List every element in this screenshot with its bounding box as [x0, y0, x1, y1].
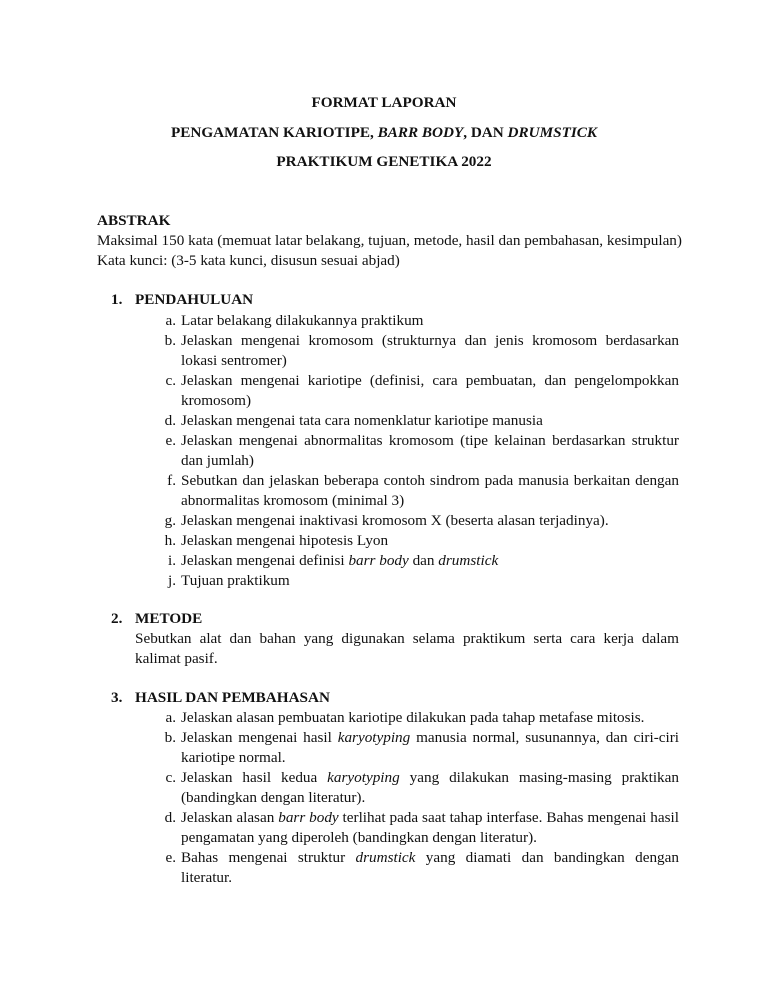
- list-marker: e.: [165, 432, 176, 449]
- section-number: 3.: [111, 689, 123, 706]
- list-marker: g.: [164, 512, 176, 529]
- list-item-text: Jelaskan mengenai tata cara nomenklatur kariotipe manusia: [181, 412, 543, 429]
- list-item-text: Jelaskan mengenai hipotesis Lyon: [181, 532, 389, 549]
- list-item-text: yang diamati dan bandingkan dengan literatur.: [181, 849, 679, 886]
- list-item-emphasis: karyotyping: [337, 729, 411, 746]
- title-part-d: DRUMSTICK: [507, 124, 598, 141]
- list-item: [135, 848, 679, 888]
- doc-title-line2: [0, 123, 768, 143]
- list-item-text: Tujuan praktikum: [181, 572, 290, 589]
- list-item: [135, 371, 679, 411]
- section-title: HASIL DAN PEMBAHASAN: [135, 689, 330, 706]
- list-item-text: Jelaskan alasan: [181, 809, 279, 826]
- list-item-text: Bahas mengenai struktur: [181, 849, 356, 866]
- list-item-emphasis: barr body: [278, 809, 339, 826]
- list-marker: b.: [164, 332, 176, 349]
- list-item-text: manusia normal, susunannya, dan ciri-ciri kariotipe normal.: [181, 729, 680, 766]
- list-item: [135, 708, 679, 728]
- list-item-text: Jelaskan mengenai kromosom (strukturnya dan jenis kromosom berdasarkan lokasi sentromer): [181, 332, 679, 369]
- list-item-text: yang dilakukan masing-masing praktikan (bandingkan dengan literatur).: [181, 769, 679, 806]
- section-number: 2.: [111, 610, 123, 627]
- list-marker: d.: [164, 412, 176, 429]
- section-heading-hasil: [111, 688, 330, 708]
- abstract-line2: Kata kunci: (3-5 kata kunci, disusun sesuai abjad): [97, 252, 400, 269]
- list-marker: h.: [164, 532, 176, 549]
- list-item-emphasis: barr body: [348, 552, 409, 569]
- list-item: [135, 471, 679, 511]
- list-item-text: Sebutkan dan jelaskan beberapa contoh sindrom pada manusia berkaitan dengan abnormalitas kromosom (minimal 3): [181, 472, 679, 509]
- metode-paragraph: Sebutkan alat dan bahan yang digunakan selama praktikum serta cara kerja dalam kalimat pasif.: [135, 630, 679, 667]
- list-item: [135, 331, 679, 371]
- list-item-text: Jelaskan hasil kedua: [181, 769, 328, 786]
- abstract-line1: Maksimal 150 kata (memuat latar belakang, tujuan, metode, hasil dan pembahasan, kesimpulan): [97, 232, 682, 249]
- title-part-a: PENGAMATAN KARIOTIPE,: [170, 124, 378, 141]
- list-item: [135, 531, 679, 551]
- section-title: METODE: [135, 610, 203, 627]
- section-heading-pendahuluan: [111, 290, 253, 310]
- section-number: 1.: [111, 291, 123, 308]
- list-item: [135, 511, 679, 531]
- list-marker: i.: [167, 552, 176, 569]
- doc-title-line1: FORMAT LAPORAN: [311, 94, 457, 111]
- list-marker: j.: [167, 572, 176, 589]
- list-item-text: Jelaskan mengenai abnormalitas kromosom (tipe kelainan berdasarkan struktur dan jumlah): [181, 432, 679, 469]
- list-item: [135, 728, 679, 768]
- list-item-text: Latar belakang dilakukannya praktikum: [181, 312, 424, 329]
- list-marker: c.: [165, 769, 176, 786]
- list-marker: a.: [165, 709, 176, 726]
- list-item: [135, 551, 679, 571]
- list-item: [135, 411, 679, 431]
- list-item-text: Jelaskan mengenai hasil: [181, 729, 338, 746]
- list-item-emphasis: drumstick: [355, 849, 416, 866]
- doc-title-line3: PRAKTIKUM GENETIKA 2022: [276, 153, 492, 170]
- title-part-c: , DAN: [463, 124, 508, 141]
- list-item-text: Jelaskan alasan pembuatan kariotipe dilakukan pada tahap metafase mitosis.: [181, 709, 645, 726]
- title-part-b: BARR BODY: [377, 124, 464, 141]
- hasil-list: [135, 708, 679, 888]
- list-item: [135, 808, 679, 848]
- list-item: [135, 311, 679, 331]
- list-item-emphasis: drumstick: [438, 552, 499, 569]
- list-item-text: Jelaskan mengenai definisi: [181, 552, 349, 569]
- list-marker: e.: [165, 849, 176, 866]
- abstract-heading: ABSTRAK: [97, 212, 171, 229]
- list-item: [135, 768, 679, 808]
- section-heading-metode: [111, 609, 202, 629]
- section-title: PENDAHULUAN: [135, 291, 254, 308]
- pendahuluan-list: [135, 311, 679, 591]
- list-marker: a.: [165, 312, 176, 329]
- list-item-text: Jelaskan mengenai inaktivasi kromosom X (beserta alasan terjadinya).: [181, 512, 609, 529]
- list-item: [135, 431, 679, 471]
- abstract-block: [97, 211, 687, 271]
- list-item-text: dan: [408, 552, 439, 569]
- list-marker: b.: [164, 729, 176, 746]
- list-item-text: Jelaskan mengenai kariotipe (definisi, cara pembuatan, dan pengelompokkan kromosom): [181, 372, 679, 409]
- list-marker: f.: [167, 472, 176, 489]
- list-marker: c.: [165, 372, 176, 389]
- list-item-text: terlihat pada saat tahap interfase. Bahas mengenai hasil pengamatan yang diperoleh (bandingkan dengan literatur).: [181, 809, 679, 846]
- list-marker: d.: [164, 809, 176, 826]
- list-item: [135, 571, 679, 591]
- list-item-emphasis: karyotyping: [327, 769, 400, 786]
